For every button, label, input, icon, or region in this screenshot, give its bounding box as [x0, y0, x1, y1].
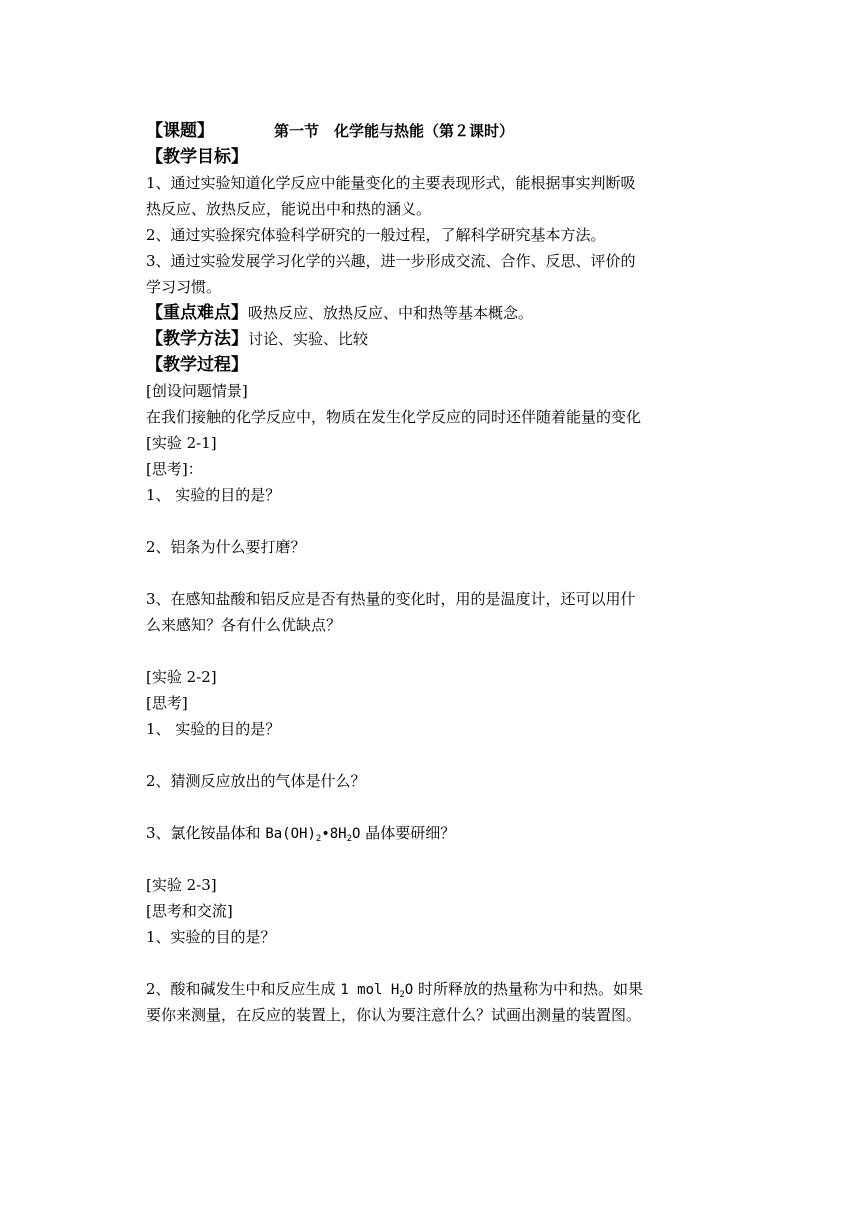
objective-line: 3、通过实验发展学习化学的兴趣，进一步形成交流、合作、反思、评价的	[146, 252, 636, 270]
formula-part: O	[404, 982, 414, 998]
key-points-line	[146, 300, 726, 326]
objective-line: 学习习惯。	[146, 278, 222, 296]
question-continued: 要你来测量，在反应的装置上，你认为要注意什么？试画出测量的装置图。	[146, 1006, 642, 1024]
blank-line	[146, 846, 726, 872]
question: 1、 实验的目的是？	[146, 720, 281, 738]
question-text: 3、氯化铵晶体和	[146, 824, 266, 842]
experiment-tag: [实验 2-3]	[146, 876, 217, 894]
think-tag: [思考和交流]	[146, 902, 233, 920]
objectives-heading: 【教学目标】	[146, 147, 248, 167]
question-text: 时所释放的热量称为中和热。如果	[413, 980, 643, 998]
question: 2、猜测反应放出的气体是什么？	[146, 772, 366, 790]
intro-tag: [创设问题情景]	[146, 382, 248, 400]
blank-line	[146, 794, 726, 820]
key-points-label: 【重点难点】	[146, 303, 248, 323]
methods-label: 【教学方法】	[146, 329, 248, 349]
question: 1、实验的目的是？	[146, 928, 276, 946]
think-tag: [思考]	[146, 694, 188, 712]
objective-line: 1、通过实验知道化学反应中能量变化的主要表现形式，能根据事实判断吸	[146, 174, 636, 192]
formula-part: Ba(OH)	[265, 826, 316, 842]
process-heading: 【教学过程】	[146, 355, 248, 375]
formula-part: O	[352, 826, 361, 842]
key-points-text: 吸热反应、放热反应、中和热等基本概念。	[248, 304, 534, 322]
lesson-plan-document	[146, 118, 726, 1028]
experiment-tag: [实验 2-1]	[146, 434, 217, 452]
chemical-formula	[340, 982, 413, 998]
formula-part: 1 mol H	[340, 982, 400, 998]
think-tag: [思考]：	[146, 460, 203, 478]
question-continued: 么来感知？各有什么优缺点？	[146, 616, 342, 634]
blank-line	[146, 638, 726, 664]
lesson-title-label: 【课题】	[146, 121, 214, 141]
question-text: 2、酸和碱发生中和反应生成	[146, 980, 341, 998]
formula-subscript: 2	[346, 834, 353, 844]
formula-subscript: 2	[315, 834, 322, 844]
blank-line	[146, 560, 726, 586]
lesson-title: 第一节 化学能与热能（第２课时）	[274, 122, 515, 140]
intro-text: 在我们接触的化学反应中，物质在发生化学反应的同时还伴随着能量的变化	[146, 408, 642, 426]
methods-line	[146, 326, 726, 352]
blank-line	[146, 742, 726, 768]
objective-line: 2、通过实验探究体验科学研究的一般过程，了解科学研究基本方法。	[146, 226, 606, 244]
formula-subscript: 2	[399, 990, 405, 1000]
chemical-formula	[265, 826, 360, 842]
formula-part: •8H	[321, 826, 347, 842]
blank-line	[146, 508, 726, 534]
question-text: 晶体要研细？	[360, 824, 456, 842]
question	[146, 976, 726, 1002]
question: 1、 实验的目的是？	[146, 486, 281, 504]
objective-line: 热反应、放热反应，能说出中和热的涵义。	[146, 200, 432, 218]
methods-text: 讨论、实验、比较	[248, 330, 369, 348]
question	[146, 820, 726, 846]
blank-line	[146, 950, 726, 976]
question: 3、在感知盐酸和铝反应是否有热量的变化时，用的是温度计，还可以用什	[146, 590, 636, 608]
experiment-tag: [实验 2-2]	[146, 668, 217, 686]
lesson-title-line	[146, 118, 726, 144]
question: 2、铝条为什么要打磨？	[146, 538, 306, 556]
